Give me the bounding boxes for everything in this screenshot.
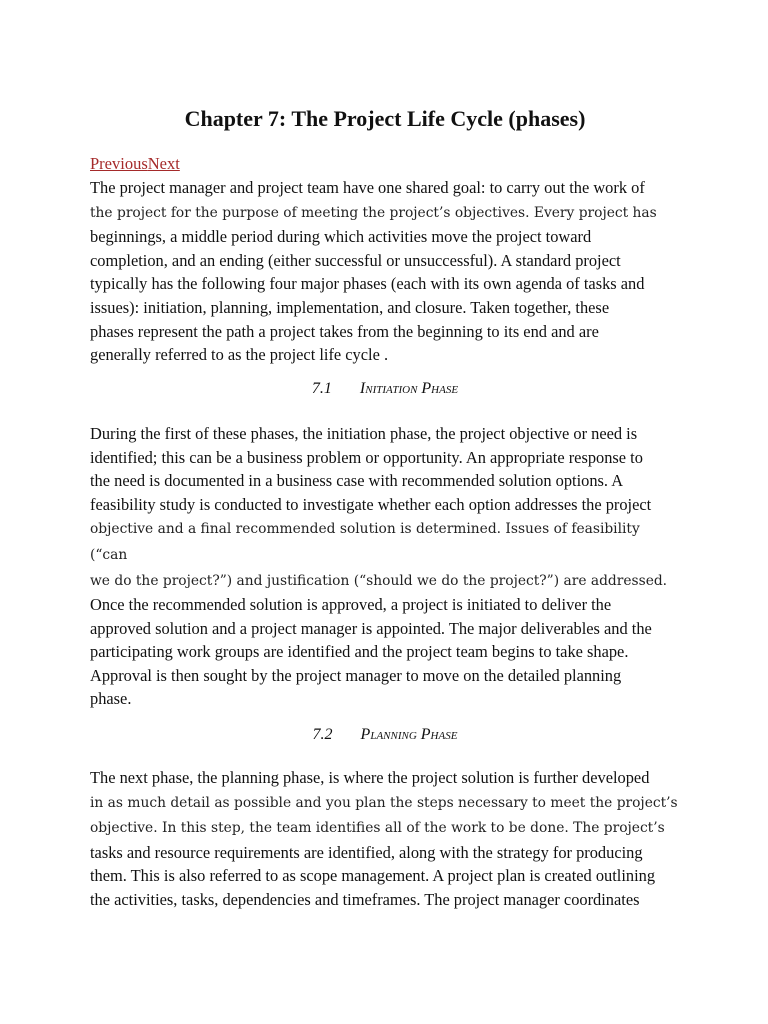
section-number: 7.1 <box>311 380 332 397</box>
paragraph-line: the activities, tasks, dependencies and timeframes. The project manager coordinates <box>90 889 640 909</box>
paragraph-line: we do the project?”) and justification (“should we do the project?”) are addressed. <box>90 572 668 589</box>
paragraph-line: in as much detail as possible and you plan the steps necessary to meet the project’s <box>90 794 678 811</box>
intro-line: beginnings, a middle period during which activities move the project toward <box>90 227 592 247</box>
intro-line: typically has the following four major phases (each with its own agenda of tasks and <box>90 274 645 294</box>
previous-link[interactable]: Previous <box>90 154 148 173</box>
initiation-paragraph-2 <box>90 593 680 711</box>
paragraph-line: participating work groups are identified and the project team begins to take shape. <box>90 642 629 662</box>
paragraph-line: feasibility study is conducted to investigate whether each option addresses the project <box>90 494 652 514</box>
next-link[interactable]: Next <box>147 154 180 173</box>
paragraph-line: Once the recommended solution is approved, a project is initiated to deliver the <box>90 595 612 614</box>
intro-line: The project manager and project team have one shared goal: to carry out the work of <box>90 178 645 197</box>
paragraph-line: the need is documented in a business case with recommended solution options. A <box>90 471 624 491</box>
paragraph-line: approved solution and a project manager is appointed. The major deliverables and the <box>90 618 652 638</box>
paragraph-line: phase. <box>90 689 132 709</box>
intro-line: generally referred to as the project life cycle . <box>90 345 389 365</box>
paragraph-line: them. This is also referred to as scope management. A project plan is created outlining <box>90 866 656 886</box>
section-title: Planning Phase <box>360 726 458 743</box>
intro-line: the project for the purpose of meeting the project’s objectives. Every project has <box>90 204 657 221</box>
intro-paragraph <box>90 176 680 367</box>
intro-line: issues): initiation, planning, implementation, and closure. Taken together, these <box>90 297 610 317</box>
paragraph-line: objective. In this step, the team identifies all of the work to be done. The project’s <box>90 820 665 837</box>
intro-line: phases represent the path a project takes from the beginning to its end and are <box>90 321 599 341</box>
section-number: 7.2 <box>312 726 333 743</box>
paragraph-line: The next phase, the planning phase, is where the project solution is further developed <box>90 768 650 787</box>
section-heading-7-2 <box>90 724 680 746</box>
chapter-title: Chapter 7: The Project Life Cycle (phases) <box>184 106 586 131</box>
paragraph-line: tasks and resource requirements are identified, along with the strategy for producing <box>90 842 643 862</box>
paragraph-line: During the first of these phases, the initiation phase, the project objective or need is <box>90 424 638 443</box>
paragraph-line: Approval is then sought by the project manager to move on the detailed planning <box>90 665 622 685</box>
section-title: Initiation Phase <box>359 380 459 397</box>
initiation-paragraph-1 <box>90 422 680 593</box>
paragraph-line: identified; this can be a business problem or opportunity. An appropriate response to <box>90 447 643 467</box>
intro-line: completion, and an ending (either successful or unsuccessful). A standard project <box>90 250 621 270</box>
chapter-navigation <box>90 153 180 175</box>
planning-paragraph-1 <box>90 766 680 912</box>
paragraph-line: objective and a final recommended solution is determined. Issues of feasibility (“can <box>90 521 640 563</box>
section-heading-7-1 <box>90 378 680 400</box>
